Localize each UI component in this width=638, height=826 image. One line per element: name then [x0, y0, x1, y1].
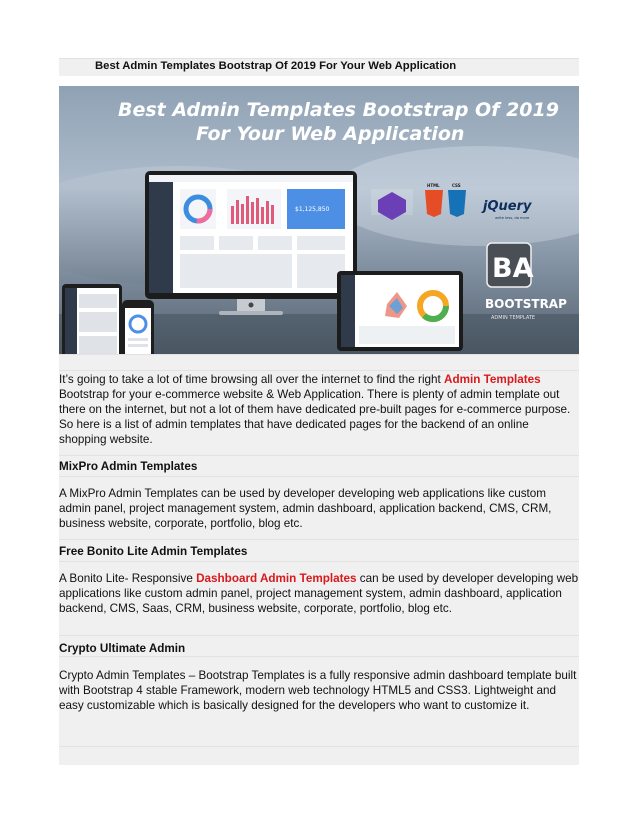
svg-text:BA: BA [492, 253, 534, 284]
intro-text-1: It’s going to take a lot of time browsing all over the internet to find the right [59, 373, 445, 386]
tablet-mockup [62, 284, 122, 354]
section-heading-bonito: Free Bonito Lite Admin Templates [59, 545, 248, 558]
laptop-mockup [337, 271, 463, 351]
admin-templates-link[interactable]: Admin Templates [444, 373, 541, 386]
jquery-logo: jQuery [483, 199, 532, 214]
hero-heading-1: Best Admin Templates Bootstrap Of 2019 [118, 99, 559, 121]
section-heading-crypto: Crypto Ultimate Admin [59, 642, 186, 655]
intro-paragraph [59, 373, 579, 448]
dashboard-admin-templates-link[interactable]: Dashboard Admin Templates [196, 572, 357, 585]
section-heading-mixpro: MixPro Admin Templates [59, 460, 198, 473]
section-text-bonito [59, 572, 579, 617]
html5-icon [425, 190, 443, 217]
monitor-mockup [145, 171, 357, 315]
document-page [59, 58, 579, 764]
intro-text-2: Bootstrap for your e-commerce website & Web Application. There is plenty of admin template out there on the internet, but not a lot of them have dedicated pre-built pages for e-commerce purpose. So here is a list of admin templates that have dedicated pages for the backend of an online shopping website. [59, 387, 571, 446]
svg-text:HTML: HTML [427, 183, 440, 188]
hero-banner [59, 86, 579, 354]
svg-text:BOOTSTRAP: BOOTSTRAP [485, 297, 567, 311]
section-text-mixpro: A MixPro Admin Templates can be used by developer developing web applications like custom admin panel, project management system, admin dashboard, application backend, CMS, CRM, business website, corporate, portfolio, blog etc. [59, 487, 552, 530]
section-text-crypto: Crypto Admin Templates – Bootstrap Templates is a fully responsive admin dashboard template built with Bootstrap 4 stable Framework, modern web technology HTML5 and CSS3. Lightweight and easy customizable which is basically designed for the developers who want to customize it. [59, 669, 577, 712]
document-title: Best Admin Templates Bootstrap Of 2019 For Your Web Application [95, 60, 457, 72]
phone-mockup [122, 300, 154, 354]
row-stripe [59, 746, 579, 765]
hero-heading-2: For Your Web Application [196, 123, 465, 145]
bonito-text-1: A Bonito Lite- Responsive [59, 572, 197, 585]
bootstrap-admin-brand [485, 243, 567, 321]
svg-text:CSS: CSS [452, 183, 461, 188]
bonito-text-2: can be used by developer developing web applications like custom admin panel, project management system, admin dashboard, application backend, CMS, Saas, CRM, business website, corporate, portfolio, blog etc. [59, 572, 579, 615]
row-stripe [59, 354, 579, 371]
svg-text:ADMIN TEMPLATE: ADMIN TEMPLATE [491, 315, 536, 321]
css3-icon [448, 190, 466, 217]
hero-illustration [59, 86, 579, 354]
dashboard-stat-value: $1,125,850 [295, 206, 330, 213]
svg-text:write less, do more: write less, do more [495, 216, 530, 220]
